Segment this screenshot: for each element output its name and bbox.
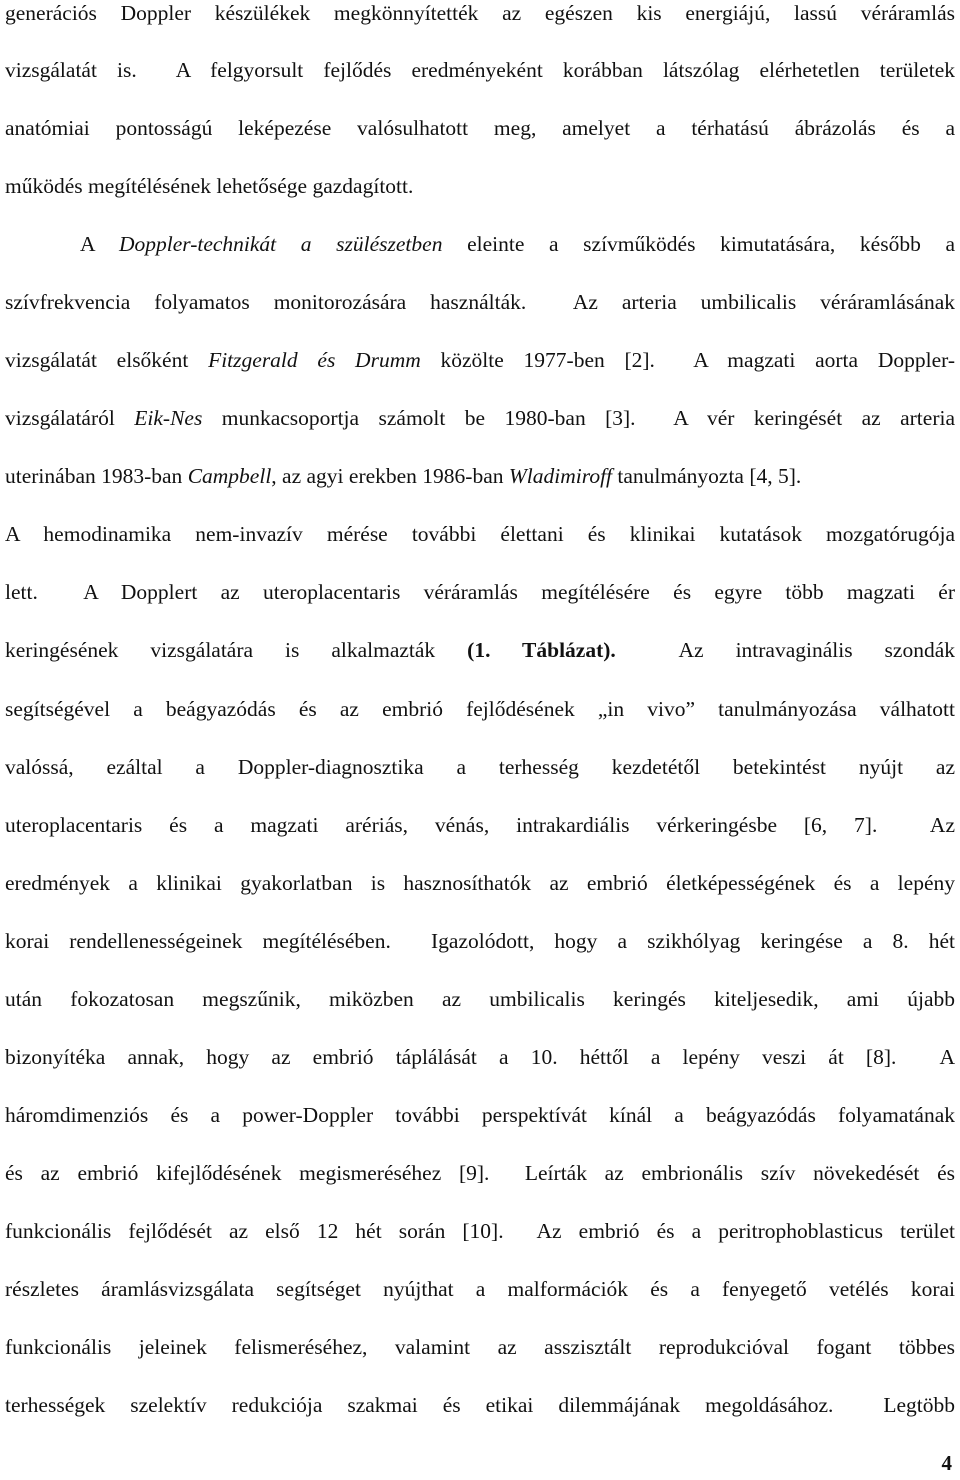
italic-text: Fitzgerald és Drumm xyxy=(208,348,421,372)
text-run: részletes áramlásvizsgálata segítséget nyújthat a malformációk és a fenyegető vetélés korai xyxy=(5,1277,955,1301)
text-line xyxy=(5,1332,955,1362)
italic-text: Eik-Nes xyxy=(134,406,203,430)
text-line xyxy=(5,1100,955,1130)
text-line xyxy=(5,810,955,840)
text-run: vizsgálatáról xyxy=(5,406,135,430)
text-run: vizsgálatát is. A felgyorsult fejlődés eredményeként korábban látszólag elérhetetlen területek xyxy=(5,58,955,82)
text-run: eredmények a klinikai gyakorlatban is hasznosíthatók az embrió életképességének és a lepény xyxy=(5,871,955,895)
text-line xyxy=(5,55,955,85)
text-run: uterinában 1983-ban xyxy=(5,464,188,488)
text-run: segítségével a beágyazódás és az embrió fejlődésének „in vivo” tanulmányozása válhatott xyxy=(5,697,955,721)
text-run: háromdimenziós és a power-Doppler további perspektívát kínál a beágyazódás folyamatának xyxy=(5,1103,955,1127)
text-line xyxy=(5,345,955,375)
text-line xyxy=(5,694,955,724)
text-run: tanulmányozta [4, 5]. xyxy=(612,464,802,488)
text-line xyxy=(5,171,955,201)
text-line xyxy=(5,1216,955,1246)
text-run: korai rendellenességeinek megítélésében. Igazolódott, hogy a szikhólyag keringése a 8. hét xyxy=(5,929,955,953)
italic-text: Wladimiroff xyxy=(508,464,613,488)
text-line xyxy=(5,1390,955,1420)
text-run: keringésének vizsgálatára is alkalmazták xyxy=(5,638,468,662)
text-run: Az intravaginális szondák xyxy=(615,638,956,662)
text-line xyxy=(5,635,955,665)
text-run: generációs Doppler készülékek megkönnyítették az egészen kis energiájú, lassú véráramlás xyxy=(5,1,955,25)
text-run: bizonyítéka annak, hogy az embrió táplálását a 10. héttől a lepény veszi át [8]. A xyxy=(5,1045,955,1069)
text-run: eleinte a szívműködés kimutatására, később a xyxy=(442,232,955,256)
text-run: működés megítélésének lehetősége gazdagított. xyxy=(5,174,414,198)
text-run: funkcionális jeleinek felismeréséhez, valamint az asszisztált reprodukcióval fogant többes xyxy=(5,1335,955,1359)
page-number: 4 xyxy=(941,1451,952,1475)
bold-text: (1. Táblázat). xyxy=(467,638,616,662)
text-line xyxy=(5,287,955,317)
text-run: valóssá, ezáltal a Doppler-diagnosztika a terhesség kezdetétől betekintést nyújt az xyxy=(5,755,955,779)
text-run: közölte 1977-ben [2]. A magzati aorta Doppler- xyxy=(420,348,955,372)
text-line xyxy=(5,113,955,143)
text-line xyxy=(5,984,955,1014)
text-run: és az embrió kifejlődésének megismeréséhez [9]. Leírták az embrionális szív növekedését és xyxy=(5,1161,955,1185)
text-line xyxy=(5,1042,955,1072)
text-run: vizsgálatát elsőként xyxy=(5,348,209,372)
text-run: terhességek szelektív redukciója szakmai és etikai dilemmájának megoldásához. Legtöbb xyxy=(5,1393,955,1417)
text-line xyxy=(5,752,955,782)
italic-text: Campbell xyxy=(187,464,272,488)
text-run: szívfrekvencia folyamatos monitorozására használták. Az arteria umbilicalis véráramlásának xyxy=(5,290,955,314)
text-run: lett. A Dopplert az uteroplacentaris véráramlás megítélésére és egyre több magzati ér xyxy=(5,580,955,604)
document-page xyxy=(5,0,955,1480)
text-line xyxy=(5,1274,955,1304)
text-run: munkacsoportja számolt be 1980-ban [3]. A vér keringését az arteria xyxy=(202,406,956,430)
text-run: A xyxy=(80,232,119,256)
text-line xyxy=(5,1158,955,1188)
text-run: után fokozatosan megszűnik, miközben az umbilicalis keringés kiteljesedik, ami újabb xyxy=(5,987,955,1011)
text-run: anatómiai pontosságú leképezése valósulhatott meg, amelyet a térhatású ábrázolás és a xyxy=(5,116,955,140)
text-line xyxy=(5,868,955,898)
text-run: A hemodinamika nem-invazív mérése további élettani és klinikai kutatások mozgatórugója xyxy=(5,522,955,546)
text-line xyxy=(5,403,955,433)
text-line xyxy=(5,461,955,491)
text-line xyxy=(5,577,955,607)
italic-text: Doppler-technikát a szülészetben xyxy=(118,232,443,256)
text-run: uteroplacentaris és a magzati arériás, vénás, intrakardiális vérkeringésbe [6, 7]. Az xyxy=(5,813,955,837)
text-run: , az agyi erekben 1986-ban xyxy=(271,464,509,488)
text-line xyxy=(5,519,955,549)
text-run: funkcionális fejlődését az első 12 hét során [10]. Az embrió és a peritrophoblasticus terület xyxy=(5,1219,955,1243)
text-line xyxy=(5,229,955,259)
text-line xyxy=(5,926,955,956)
text-line xyxy=(5,0,955,28)
